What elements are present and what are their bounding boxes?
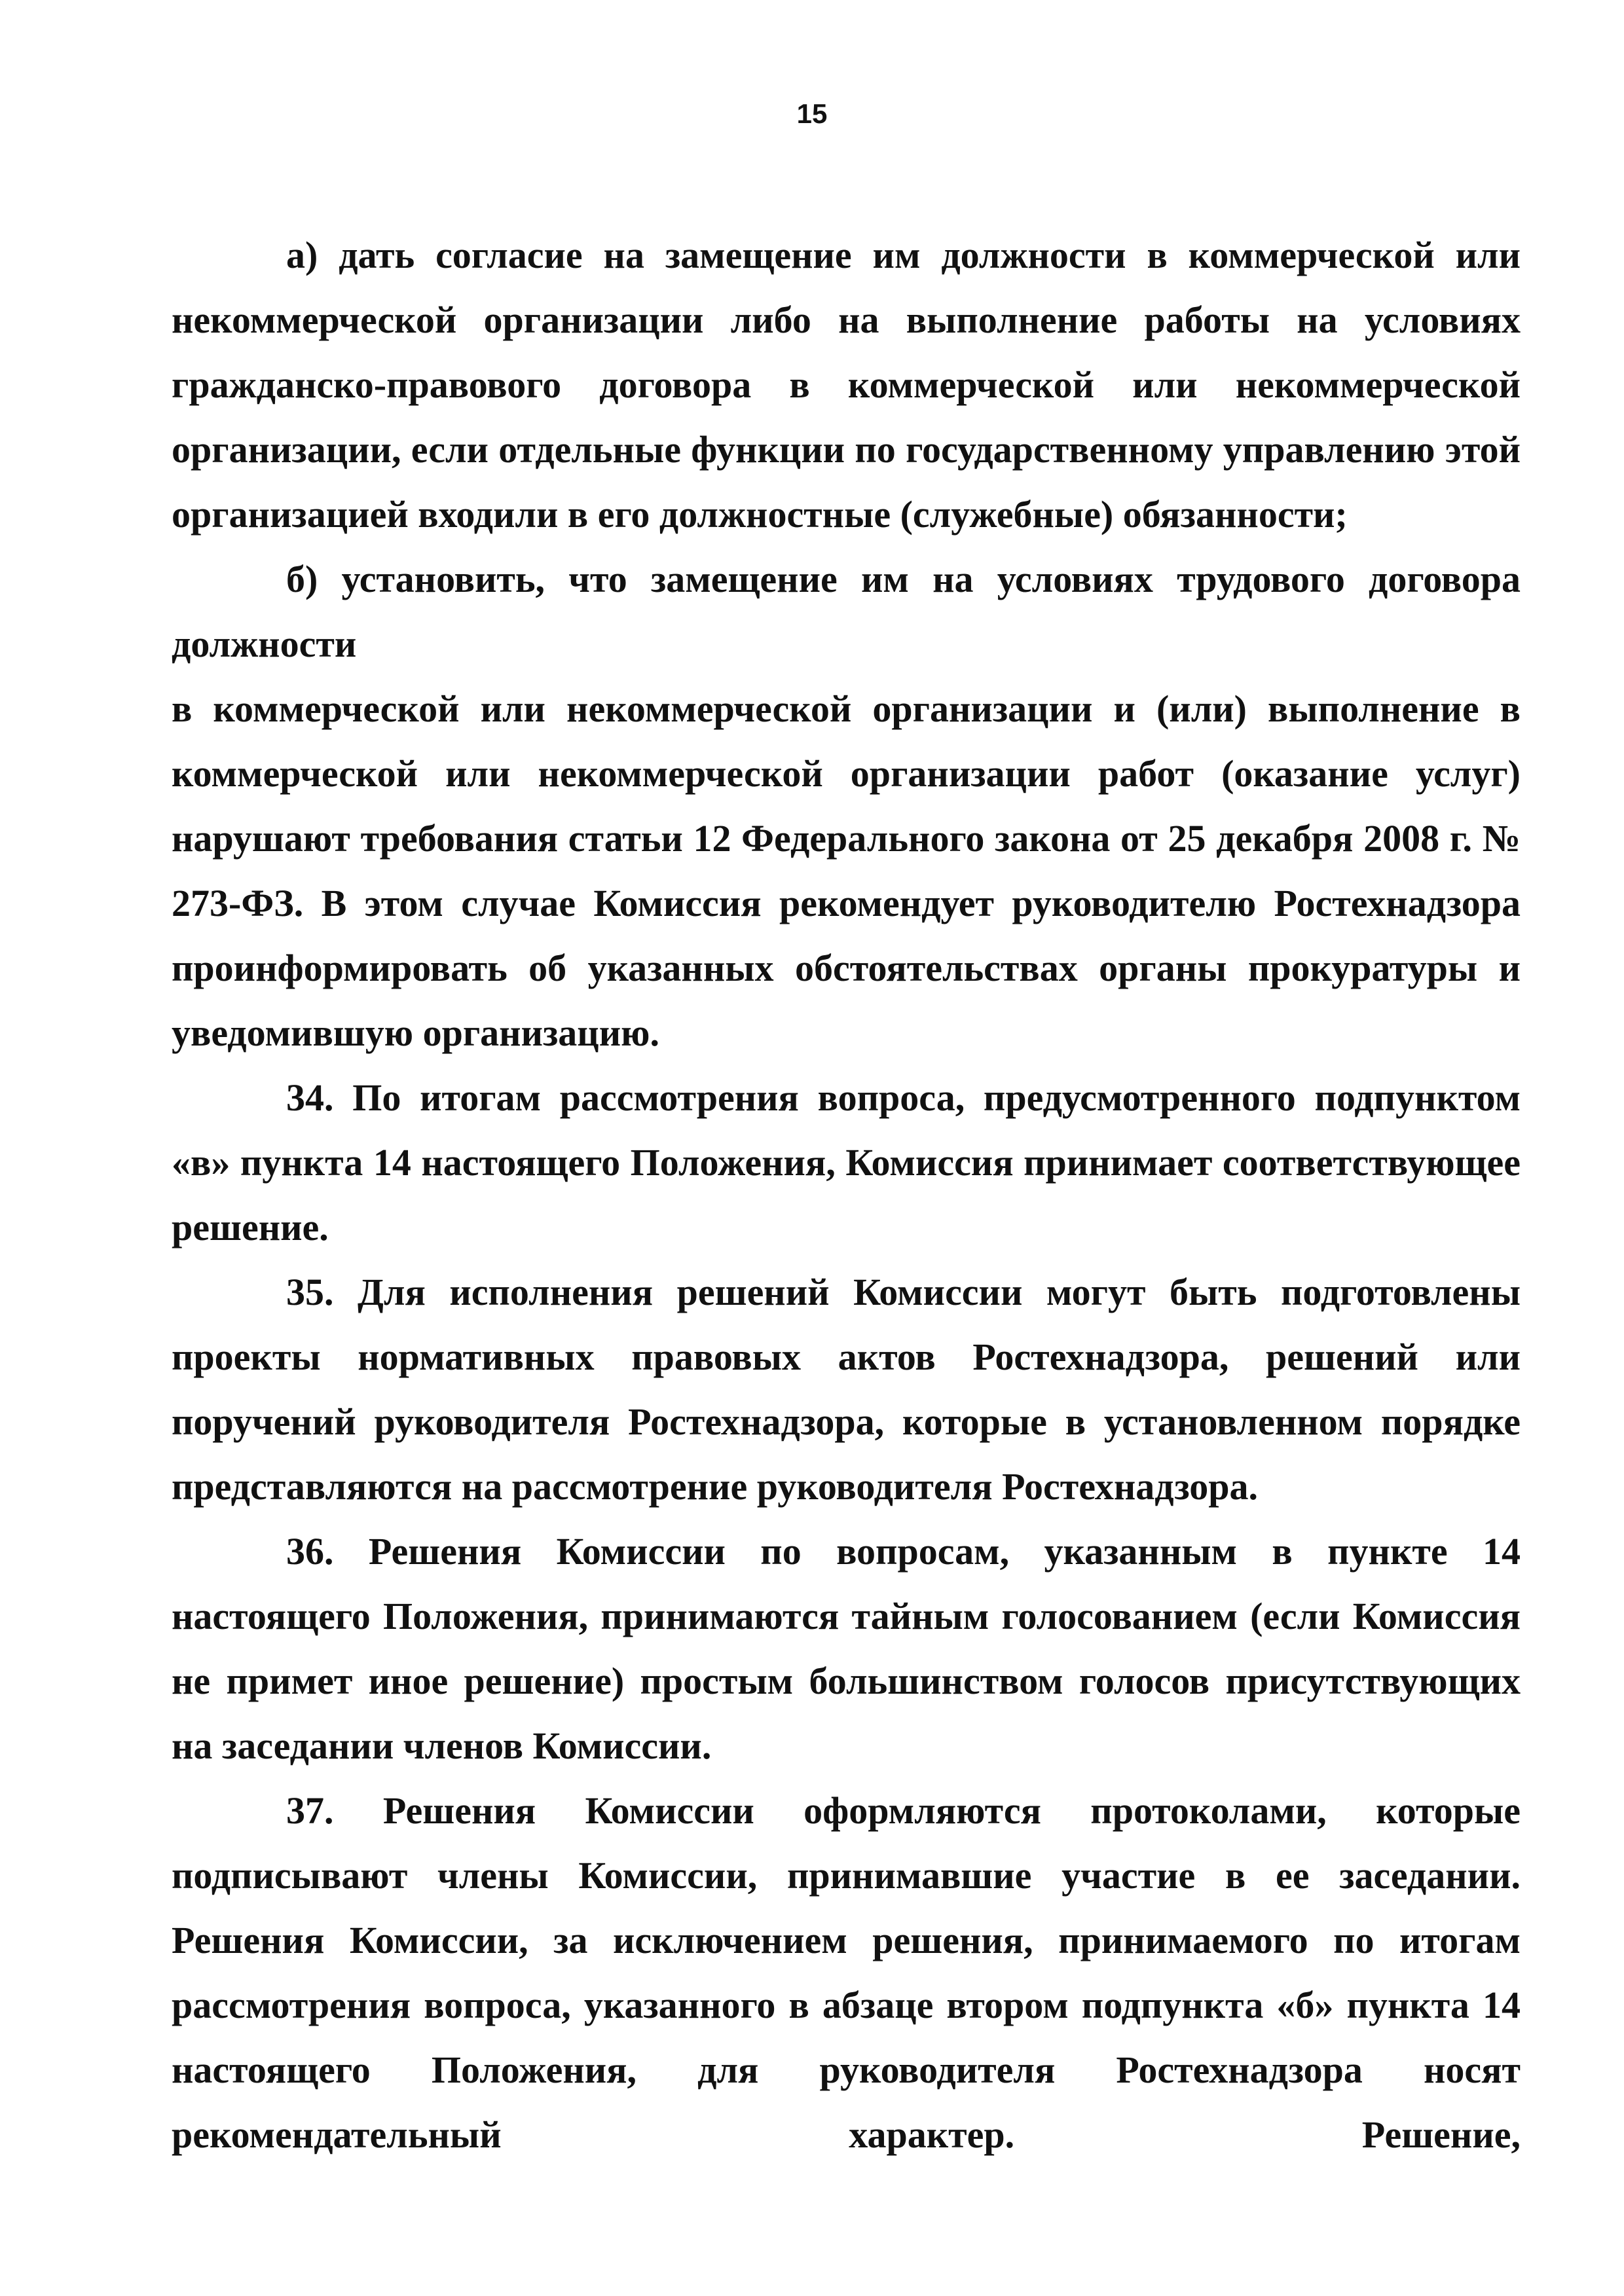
paragraph-item-34: 34. По итогам рассмотрения вопроса, предусмотренного подпунктом «в» пункта 14 настоящего Положения, Комиссия принимает соответствующее решение. xyxy=(172,1076,1521,1248)
document-body xyxy=(172,223,1521,2167)
paragraph-item-36: 36. Решения Комиссии по вопросам, указанным в пункте 14 настоящего Положения, принимаются тайным голосованием (если Комиссия не примет иное решение) простым большинством голосов присутствующих на заседании членов Комиссии. xyxy=(172,1530,1521,1767)
page-number: 15 xyxy=(796,98,828,129)
paragraph-item-b-continuation: в коммерческой или некоммерческой организации и (или) выполнение в коммерческой или некоммерческой организации работ (оказание услуг) нарушают требования статьи 12 Федерального закона от 25 декабря 2008 г. № 273-ФЗ. В этом случае Комиссия рекомендует руководителю Ростехнадзора проинформировать об указанных обстоятельствах органы прокуратуры и уведомившую организацию. xyxy=(172,687,1521,1054)
paragraph-item-b: б) установить, что замещение им на условиях трудового договора должности xyxy=(172,558,1521,665)
paragraph-item-35: 35. Для исполнения решений Комиссии могут быть подготовлены проекты нормативных правовых актов Ростехнадзора, решений или поручений руководителя Ростехнадзора, которые в установленном порядке представляются на рассмотрение руководителя Ростехнадзора. xyxy=(172,1271,1521,1508)
paragraph-item-a: а) дать согласие на замещение им должности в коммерческой или некоммерческой организации либо на выполнение работы на условиях гражданско-правового договора в коммерческой или некоммерческой организации, если отдельные функции по государственному управлению этой организацией входили в его должностные (служебные) обязанности; xyxy=(172,234,1521,536)
paragraph-item-37: 37. Решения Комиссии оформляются протоколами, которые подписывают члены Комиссии, принимавшие участие в ее заседании. Решения Комиссии, за исключением решения, принимаемого по итогам рассмотрения вопроса, указанного в абзаце втором подпункта «б» пункта 14 настоящего Положения, для руководителя Ростехнадзора носят рекомендательный характер. Решение, xyxy=(172,1789,1521,2156)
